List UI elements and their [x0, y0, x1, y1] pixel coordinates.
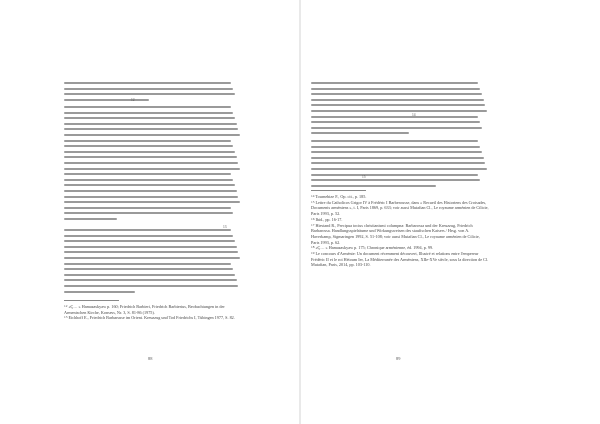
text-line	[64, 207, 231, 209]
text-line	[64, 117, 235, 119]
text-line	[64, 201, 240, 203]
footnote: $^{17}$ Hiestand R., Precipua tocius christianismi columpna: Barbarossa und der Kreuzzug, Friedrich Barbarossa. Handlungsspielräume und Wirkungsweisen des staufischen Kaisers / Hrsg. von A. Haverkamp, Sigmaringen 1992, S. 51-108; voir aussi Mutafian Cl., Le royaume arménien de Cilicie, Paris 1993, p. 62.	[311, 222, 480, 245]
text-line	[64, 106, 231, 108]
text-line	[64, 218, 117, 220]
text-line	[64, 263, 231, 265]
text-line	[64, 151, 235, 153]
left-footnote-rule	[64, 300, 119, 301]
text-line	[311, 174, 478, 176]
footnote: $^{19}$ Le concours d'Arménie: Un document récemment découvert, Illustré et relations entre l'empereur Frédéric II et le roi Hétoum Ier, La Méditerranée des Arméniens, XIIe-XVe siècle, sous la direction de Cl. Mutafian, Paris, 2014, pp. 103-110.	[311, 251, 489, 268]
text-line	[64, 184, 235, 186]
text-line	[64, 88, 233, 90]
text-line	[311, 104, 485, 106]
text-line	[64, 285, 238, 287]
text-line	[311, 110, 487, 112]
text-line	[64, 240, 235, 242]
text-line	[311, 121, 480, 123]
right-footnote-rule	[311, 190, 366, 191]
text-line	[64, 291, 135, 293]
text-line	[311, 162, 485, 164]
text-line	[311, 168, 487, 170]
text-line	[311, 93, 482, 95]
text-line	[64, 235, 233, 237]
text-line	[64, 112, 233, 114]
left-page	[0, 0, 299, 424]
text-line	[64, 168, 240, 170]
left-body-paragraph-1	[64, 82, 242, 104]
text-line	[64, 257, 240, 259]
text-line	[64, 99, 149, 101]
right-note-marker-2: 15	[362, 175, 366, 179]
right-body-paragraph-2	[311, 140, 489, 190]
text-line	[64, 93, 235, 95]
text-line	[64, 156, 237, 158]
text-line	[64, 82, 231, 84]
text-line	[64, 179, 233, 181]
footnote: $^{14}$ Tournebize F., Op. cit., p. 185.	[311, 194, 367, 199]
text-line	[64, 190, 237, 192]
text-line	[311, 116, 478, 118]
footnote: $^{15}$ Lettre du Catholicos Grigor IV à Frédéric I Barberousse, dans « Recueil des Historiens des Croisades, Documents arméniens », t. I, Paris 1869, p. 633; voir aussi Mutafian Cl., Le royaume arménien de Cilicie, Paris 1993, p. 52.	[311, 199, 489, 217]
footnote: $^{12}$ «Ç… » Hamazaskyaw p. 160; Friedrich Barbieri, Friedrich Barbierius, Beobachtungen in der Armenischen Kirche, Konsess, Nr. 3, S. 81-86 (1975).	[64, 304, 225, 315]
right-page-number: 89	[396, 356, 401, 361]
text-line	[64, 128, 238, 130]
text-line	[64, 123, 237, 125]
footnote: $^{16}$ Ibid., pp. 16-17.	[311, 216, 343, 222]
text-line	[64, 212, 233, 214]
text-line	[311, 99, 484, 101]
text-line	[64, 140, 231, 142]
text-line	[311, 140, 478, 142]
left-note-marker-2: 13	[223, 225, 227, 229]
text-line	[311, 127, 482, 129]
right-body-paragraph-1	[311, 82, 489, 138]
left-body-paragraph-2	[64, 106, 242, 223]
text-line	[311, 82, 478, 84]
text-line	[64, 246, 237, 248]
text-line	[64, 268, 233, 270]
text-line	[64, 145, 233, 147]
text-line	[64, 134, 240, 136]
text-line	[64, 173, 231, 175]
text-line	[311, 88, 480, 90]
text-line	[311, 151, 482, 153]
left-note-marker-1: 12	[131, 98, 135, 102]
text-line	[311, 146, 480, 148]
text-line	[311, 132, 409, 134]
footnote: $^{18}$ «Ç… » Hamazaskyaw p. 175; Chronique arménienne, éd. 1994, p. 99.	[311, 245, 434, 251]
text-line	[64, 251, 238, 253]
text-line	[311, 157, 484, 159]
left-footnotes	[64, 304, 242, 321]
text-line	[64, 162, 238, 164]
text-line	[64, 196, 238, 198]
right-footnotes	[311, 194, 489, 268]
text-line	[311, 179, 480, 181]
right-note-marker-1: 14	[412, 113, 416, 117]
right-page	[301, 0, 600, 424]
left-page-number: 88	[148, 356, 153, 361]
left-body-paragraph-3	[64, 229, 242, 296]
text-line	[64, 279, 237, 281]
text-line	[311, 185, 436, 187]
text-line	[64, 274, 235, 276]
footnote: $^{13}$ Eichhoff E., Friedrich Barbarusse im Orient. Kreuzzug und Tod Friedrichs I, Tübingen 1977, S. 82.	[64, 315, 235, 321]
text-line	[64, 229, 231, 231]
